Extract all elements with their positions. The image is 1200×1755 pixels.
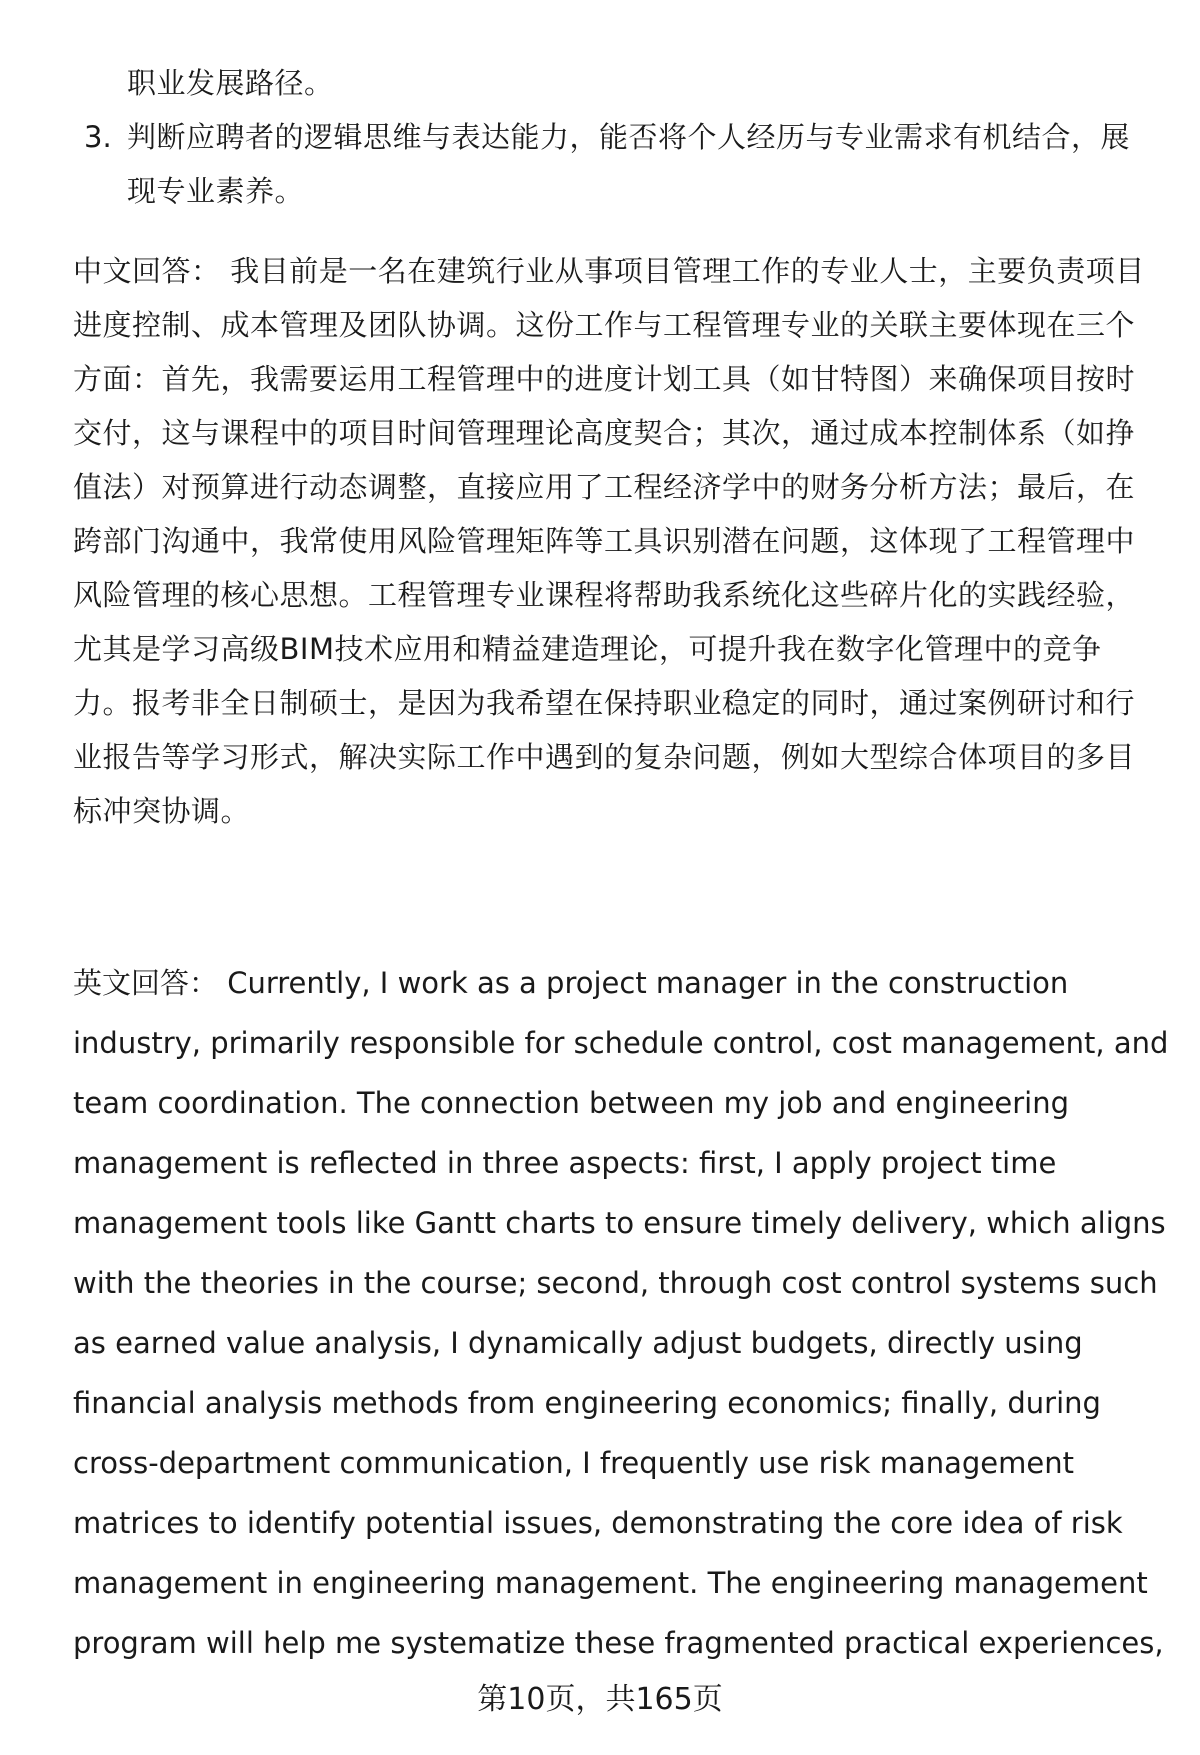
english-answer-line: industry, primarily responsible for schedule control, cost management, and [73, 1026, 1169, 1060]
chinese-answer-line: 力。报考非全日制硕士，是因为我希望在保持职业稳定的同时，通过案例研讨和行 [73, 686, 1136, 720]
list-item-line: 现专业素养。 [127, 174, 305, 208]
list-item-line: 判断应聘者的逻辑思维与表达能力，能否将个人经历与专业需求有机结合，展 [127, 120, 1131, 154]
chinese-answer-line: 尤其是学习高级BIM技术应用和精益建造理论，可提升我在数字化管理中的竞争 [73, 632, 1102, 666]
list-continuation-line: 职业发展路径。 [127, 66, 334, 100]
page-number-footer: 第10页，共165页 [477, 1682, 723, 1717]
english-answer-line: program will help me systematize these fragmented practical experiences, [73, 1626, 1164, 1660]
chinese-answer-line: 方面：首先，我需要运用工程管理中的进度计划工具（如甘特图）来确保项目按时 [73, 362, 1136, 396]
english-answer-line: team coordination. The connection between my job and engineering [73, 1086, 1070, 1120]
english-answer-line: 英文回答： Currently, I work as a project manager in the construction [73, 966, 1069, 1000]
english-answer-line: financial analysis methods from engineering economics; finally, during [73, 1386, 1101, 1420]
list-item-number: 3. [84, 120, 112, 154]
chinese-answer-line: 进度控制、成本管理及团队协调。这份工作与工程管理专业的关联主要体现在三个 [73, 308, 1136, 342]
chinese-answer-line: 标冲突协调。 [73, 794, 251, 828]
english-answer-line: as earned value analysis, I dynamically adjust budgets, directly using [73, 1326, 1083, 1360]
chinese-answer-line: 中文回答： 我目前是一名在建筑行业从事项目管理工作的专业人士，主要负责项目 [73, 254, 1145, 288]
chinese-answer-line: 交付，这与课程中的项目时间管理理论高度契合；其次，通过成本控制体系（如挣 [73, 416, 1136, 450]
english-answer-line: cross-department communication, I frequently use risk management [73, 1446, 1074, 1480]
chinese-answer-line: 值法）对预算进行动态调整，直接应用了工程经济学中的财务分析方法；最后，在 [73, 470, 1136, 504]
english-answer-line: management in engineering management. The engineering management [73, 1566, 1148, 1600]
english-answer-line: matrices to identify potential issues, demonstrating the core idea of risk [73, 1506, 1123, 1540]
english-answer-line: management tools like Gantt charts to ensure timely delivery, which aligns [73, 1206, 1166, 1240]
chinese-answer-line: 业报告等学习形式，解决实际工作中遇到的复杂问题，例如大型综合体项目的多目 [73, 740, 1136, 774]
english-answer-line: management is reflected in three aspects: first, I apply project time [73, 1146, 1057, 1180]
english-answer-line: with the theories in the course; second, through cost control systems such [73, 1266, 1158, 1300]
chinese-answer-line: 跨部门沟通中，我常使用风险管理矩阵等工具识别潜在问题，这体现了工程管理中 [73, 524, 1136, 558]
chinese-answer-line: 风险管理的核心思想。工程管理专业课程将帮助我系统化这些碎片化的实践经验， [73, 578, 1136, 612]
